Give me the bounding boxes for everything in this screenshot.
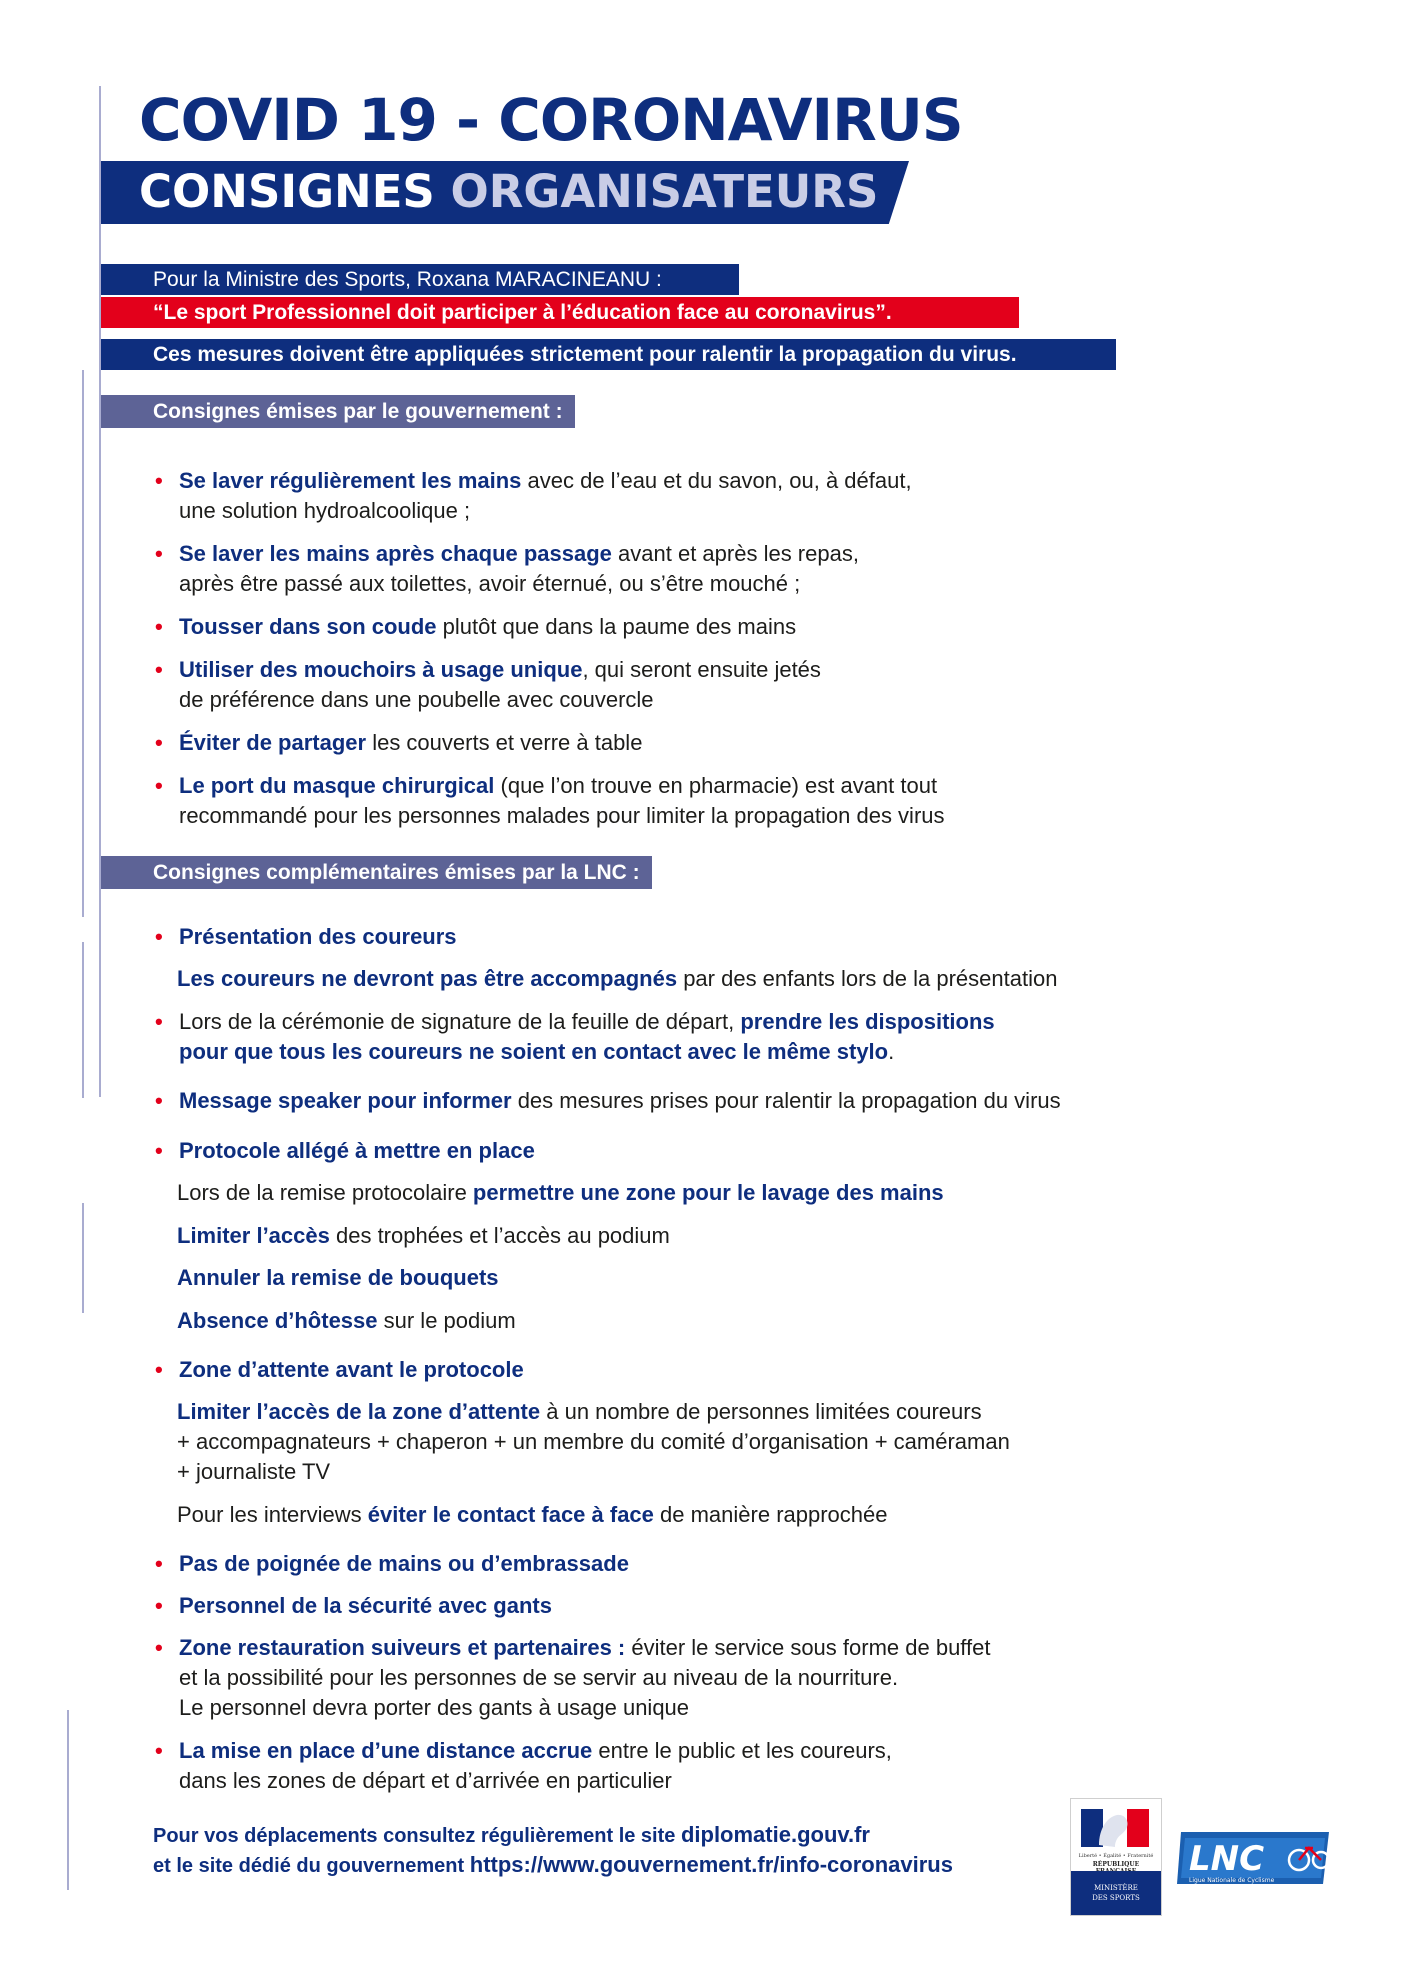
list-item-securite: • Personnel de la sécurité avec gants (179, 1591, 552, 1621)
list-item: • Utiliser des mouchoirs à usage unique, qui seront ensuite jetés de préférence dans une poubelle avec couvercle (155, 657, 821, 712)
section-lnc-title: Consignes complémentaires émises par la LNC : (101, 856, 652, 889)
sub-item: Absence d’hôtesse sur le podium (177, 1308, 516, 1333)
list-item-speaker: • Message speaker pour informer des mesures prises pour ralentir la propagation du virus (179, 1086, 1061, 1116)
list-item-attente: • Zone d’attente avant le protocole (179, 1355, 524, 1385)
intro-quote: “Le sport Professionnel doit participer à l’éducation face au coronavirus”. (101, 297, 1019, 328)
footer-line-2: et le site dédié du gouvernement https://www.gouvernement.fr/info-coronavirus (153, 1852, 953, 1877)
bullet-icon: • (155, 1357, 163, 1382)
list-item: • Éviter de partager les couverts et verre à table (179, 728, 642, 758)
lnc-tagline: Ligue Nationale de Cyclisme (1189, 1877, 1275, 1884)
list-item-restauration: • Zone restauration suiveurs et partenaires : éviter le service sous forme de buffet et la possibilité pour les personnes de se servir au niveau de la nourriture. Le personnel devra porter des gants à usage unique (155, 1635, 991, 1720)
list-item-poignee: • Pas de poignée de mains ou d’embrassade (179, 1549, 629, 1579)
bullet-icon: • (155, 657, 163, 682)
page-subtitle (139, 164, 878, 220)
ministere-sports-logo (1070, 1798, 1162, 1916)
ministere-republique: RÉPUBLIQUE (1092, 1861, 1140, 1868)
list-item: • Se laver les mains après chaque passage avant et après les repas, après être passé aux toilettes, avoir éternué, ou s’être mouché ; (155, 541, 859, 596)
list-item-distance: • La mise en place d’une distance accrue entre le public et les coureurs, dans les zones de départ et d’arrivée en particulier (155, 1738, 892, 1793)
left-rule-outer-3 (82, 1203, 84, 1313)
list-item: • Se laver régulièrement les mains avec de l’eau et du savon, ou, à défaut, une solution hydroalcoolique ; (155, 468, 912, 523)
left-rule-outer-1 (82, 370, 84, 917)
gouvernement-link[interactable]: https://www.gouvernement.fr/info-coronavirus (469, 1852, 953, 1877)
diplomatie-link[interactable]: diplomatie.gouv.fr (680, 1822, 870, 1847)
bullet-icon: • (155, 1738, 163, 1763)
ministere-label: MINISTÈRE DES SPORTS (1071, 1871, 1161, 1915)
list-item-protocole: • Protocole allégé à mettre en place (179, 1136, 535, 1166)
intro-measures: Ces mesures doivent être appliquées strictement pour ralentir la propagation du virus. (101, 339, 1116, 370)
footer-line-1: Pour vos déplacements consultez régulièrement le site diplomatie.gouv.fr (153, 1822, 870, 1847)
intro-minister: Pour la Ministre des Sports, Roxana MARACINEANU : (101, 264, 739, 295)
left-rule-bottom (67, 1710, 69, 1890)
bullet-icon: • (155, 1009, 163, 1034)
left-rule (99, 86, 101, 1097)
bullet-icon: • (155, 730, 163, 755)
sub-item: Annuler la remise de bouquets (177, 1265, 499, 1290)
bullet-icon: • (155, 1635, 163, 1660)
sub-item: Les coureurs ne devront pas être accompagnés par des enfants lors de la présentation (177, 966, 1058, 991)
list-item: • Tousser dans son coude plutôt que dans la paume des mains (179, 612, 796, 642)
sub-item: Pour les interviews éviter le contact face à face de manière rapprochée (177, 1502, 888, 1527)
bullet-icon: • (155, 541, 163, 566)
bullet-icon: • (155, 773, 163, 798)
marianne-flag-icon (1081, 1809, 1149, 1847)
page-title: COVID 19 - CORONAVIRUS (139, 86, 963, 154)
sub-item: Limiter l’accès des trophées et l’accès au podium (177, 1223, 670, 1248)
list-item-presentation: • Présentation des coureurs (179, 922, 457, 952)
list-item-signature: • Lors de la cérémonie de signature de la feuille de départ, prendre les dispositions pour que tous les coureurs ne soient en contact avec le même stylo. (155, 1009, 995, 1064)
bullet-icon: • (155, 614, 163, 639)
bullet-icon: • (155, 1088, 163, 1113)
bullet-icon: • (155, 1593, 163, 1618)
subtitle-part1: CONSIGNES (139, 165, 435, 218)
section-government-title: Consignes émises par le gouvernement : (101, 395, 575, 428)
subtitle-part2: ORGANISATEURS (450, 165, 879, 218)
list-item: • Le port du masque chirurgical (que l’on trouve en pharmacie) est avant tout recommandé pour les personnes malades pour limiter la propagation des virus (155, 773, 945, 828)
bullet-icon: • (155, 468, 163, 493)
lnc-logo (1175, 1826, 1335, 1890)
left-rule-outer-2 (82, 942, 84, 1098)
lnc-logo-text: LNC (1189, 1839, 1265, 1879)
bullet-icon: • (155, 1138, 163, 1163)
ministere-motto: Liberté • Égalité • Fraternité (1078, 1853, 1154, 1859)
bullet-icon: • (155, 924, 163, 949)
bullet-icon: • (155, 1551, 163, 1576)
sub-item: Limiter l’accès de la zone d’attente à un nombre de personnes limitées coureurs + accompagnateurs + chaperon + un membre du comité d’organisation + caméraman + journaliste TV (177, 1399, 1010, 1484)
sub-item: Lors de la remise protocolaire permettre une zone pour le lavage des mains (177, 1180, 944, 1205)
